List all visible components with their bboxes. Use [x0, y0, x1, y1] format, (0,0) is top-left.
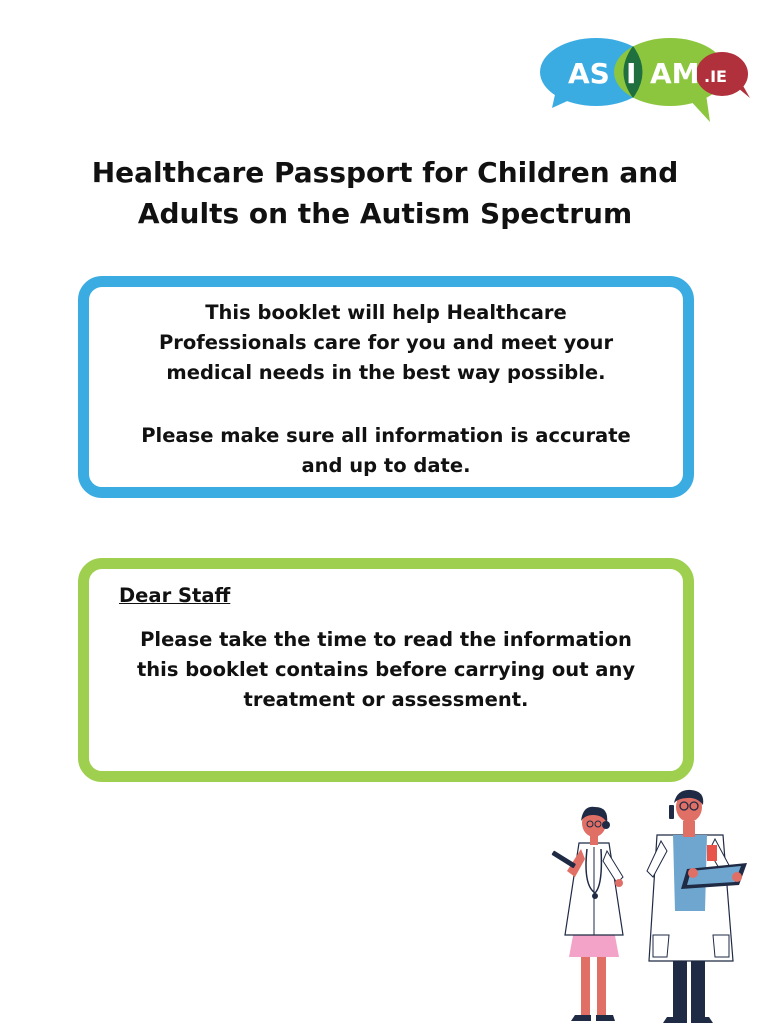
doctors-illustration-icon [545, 785, 760, 1024]
staff-line-3: treatment or assessment. [243, 688, 529, 711]
male-doctor [647, 790, 747, 1023]
info-paragraph-2 [119, 421, 653, 481]
logo-text-am: AM [650, 57, 700, 90]
title-line-1: Healthcare Passport for Children and [91, 156, 679, 189]
info-line-1: This booklet will help Healthcare [205, 301, 567, 324]
title-line-2: Adults on the Autism Spectrum [137, 197, 633, 230]
info-line-4: Please make sure all information is accurate [141, 424, 631, 447]
staff-line-2: this booklet contains before carrying out any [136, 658, 636, 681]
logo-text-i: I [626, 57, 637, 90]
info-box [78, 276, 694, 498]
staff-paragraph [109, 625, 663, 715]
info-line-3: medical needs in the best way possible. [166, 361, 606, 384]
female-doctor [551, 807, 623, 1021]
info-line-5: and up to date. [301, 454, 471, 477]
logo-text-as: AS [568, 57, 610, 90]
staff-line-1: Please take the time to read the information [140, 628, 632, 651]
staff-box [78, 558, 694, 782]
logo-text-ie: .IE [704, 67, 727, 86]
info-paragraph-1 [119, 298, 653, 388]
staff-salutation: Dear Staff [119, 584, 231, 607]
info-line-2: Professionals care for you and meet your [158, 331, 614, 354]
asiam-logo [538, 28, 754, 124]
logo-green-tail [688, 94, 710, 122]
page-title [60, 152, 710, 234]
